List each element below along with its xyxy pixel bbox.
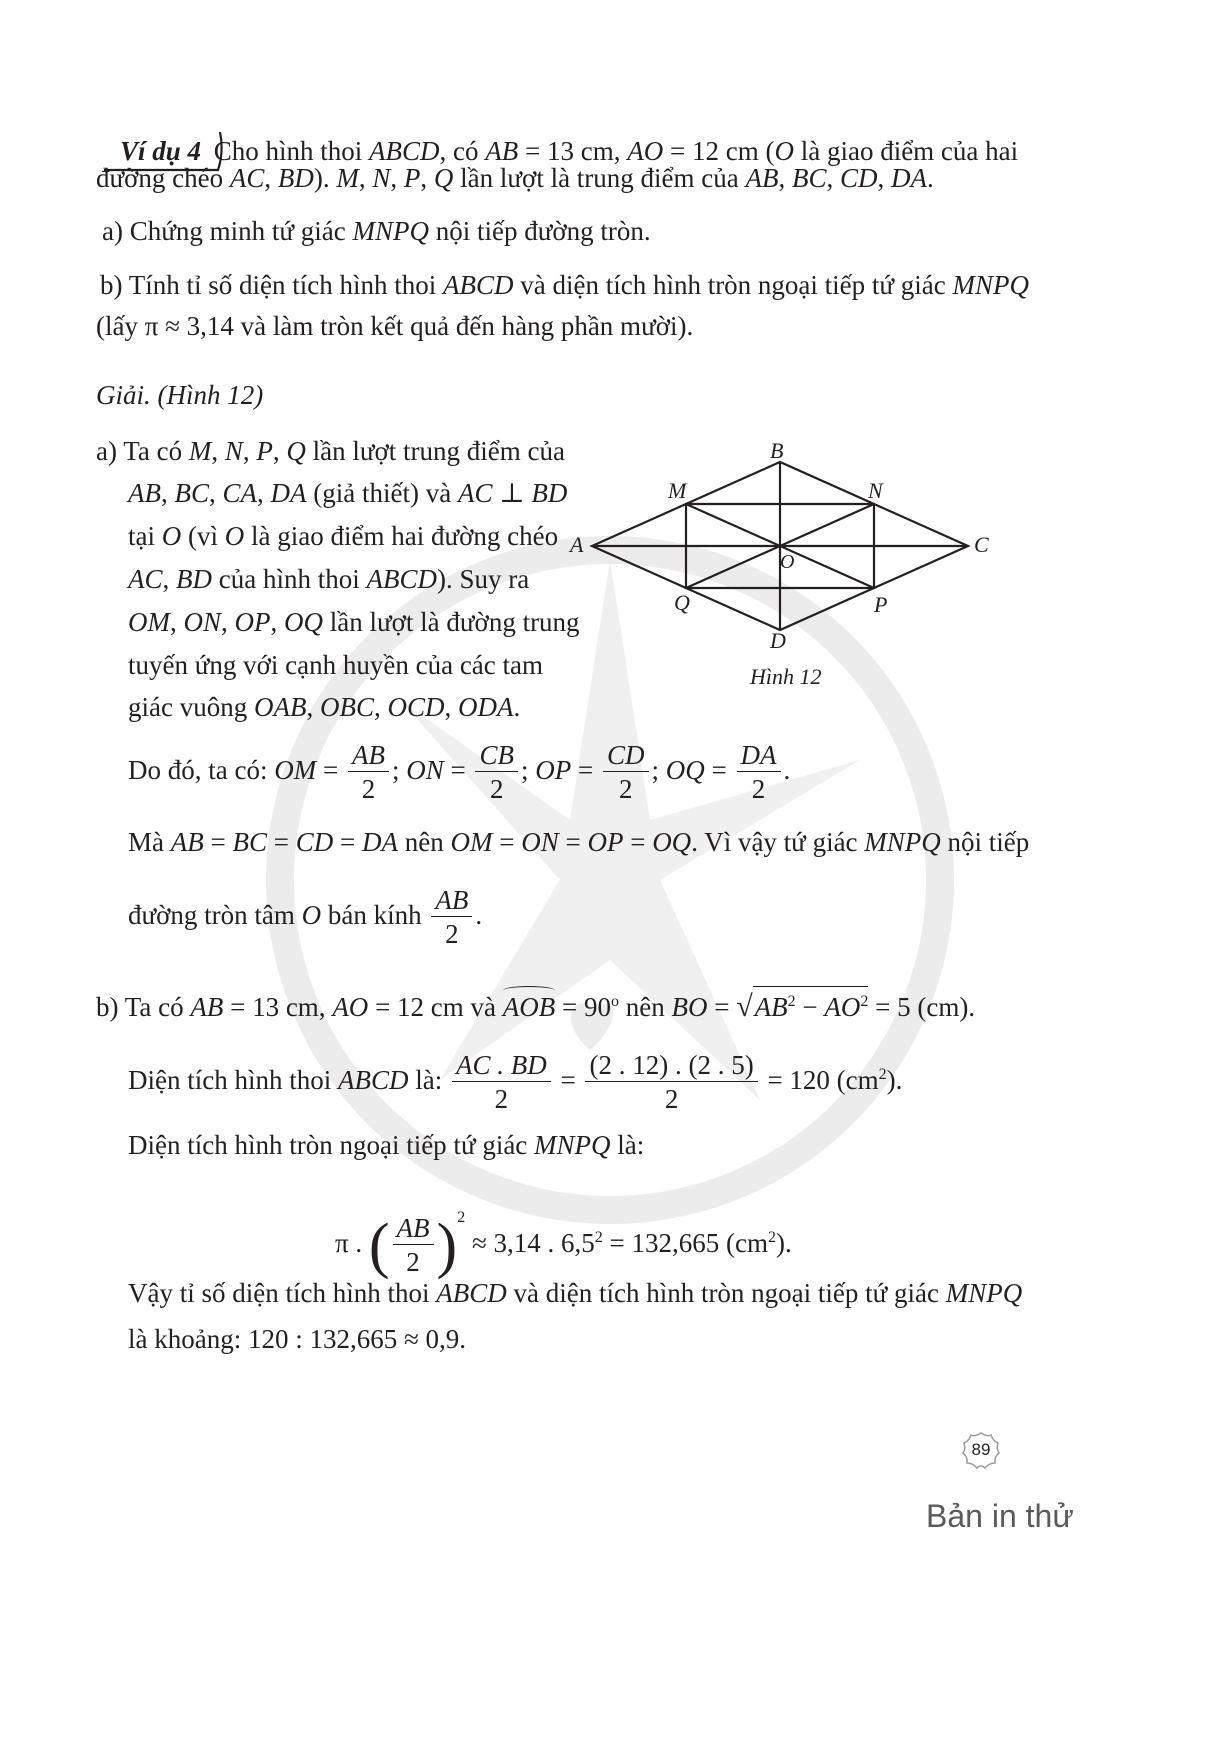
question-a: a) Chứng minh tứ giác MNPQ nội tiếp đường tròn. xyxy=(102,216,651,246)
conclusion-line-2: là khoảng: 120 : 132,665 ≈ 0,9. xyxy=(128,1324,467,1354)
circle-area-formula: π . ( $\frac{AB}{2}$ )$^2$ ≈ 3,14 . $6,5^2 = 132,665$ $(cm^2)$. xyxy=(335,1209,792,1280)
part-a-line: tuyến ứng với cạnh huyền của các tam xyxy=(128,650,544,680)
conclusion-line-1: Vậy tỉ số diện tích hình thoi ABCD và diện tích hình tròn ngoại tiếp tứ giác MNPQ xyxy=(128,1278,1023,1308)
rhombus-area-line: Diện tích hình thoi ABCD là: $\frac{AC . BD}{2}$ = $\frac{(2 . 12) . (2 . 5)}{2}$ = 120 $(cm^2)$. xyxy=(128,1050,903,1115)
part-a-line: tại O (vì O là giao điểm hai đường chéo xyxy=(128,521,559,551)
fraction-ac-bd: $\frac{AC . BD}{2}$ xyxy=(452,1049,551,1116)
label-d: D xyxy=(770,628,786,653)
fraction-radius: $\frac{AB}{2}$ xyxy=(431,884,472,951)
label-q: Q xyxy=(674,590,690,615)
part-a-line: a) Ta có M, N, P, Q lần lượt trung điểm của xyxy=(96,436,565,466)
bo-computation: b) Ta có AB = 13 cm, AO = 12 cm và AOB = $90^o$ nên BO = $√AB^2 - AO^2 = 5$ (cm). xyxy=(96,985,975,1024)
label-c: C xyxy=(974,532,989,557)
draft-stamp: Bản in thử xyxy=(926,1498,1074,1534)
label-b: B xyxy=(770,438,784,463)
sqrt-sign: √ xyxy=(736,990,753,1023)
label-m: M xyxy=(668,478,687,503)
example-label: Ví dụ 4 xyxy=(106,134,207,168)
fraction-da-over-2: $\frac{DA}{2}$ xyxy=(737,739,781,806)
example-line-2: đường chéo AC, BD). M, N, P, Q lần lượt là trung điểm của AB, BC, CD, DA. xyxy=(96,163,934,193)
circle-radius-line: đường tròn tâm O bán kính $\frac{AB}{2}$ . xyxy=(128,885,483,950)
fraction-product: $\frac{(2 . 12) . (2 . 5)}{2}$ xyxy=(585,1049,757,1116)
label-a: A xyxy=(570,532,584,557)
radius-equations: Do đó, ta có: OM = $\frac{AB}{2}$ ; ON = $\frac{CB}{2}$ ; OP = $\frac{CD}{2}$ ; OQ = $\frac{DA}{2}$ . xyxy=(128,740,791,805)
page-number-badge xyxy=(961,1431,1001,1471)
label-n: N xyxy=(868,478,883,503)
part-a-line: AC, BD của hình thoi ABCD). Suy ra xyxy=(128,564,530,594)
part-a-line: OM, ON, OP, OQ lần lượt là đường trung xyxy=(128,607,580,637)
fraction-ab-over-2: $\frac{AB}{2}$ xyxy=(348,739,389,806)
fraction-cd-over-2: $\frac{CD}{2}$ xyxy=(603,739,649,806)
example-title-line: Ví dụ 4 Cho hình thoi ABCD, có AB = 13 cm, AO = 12 cm (O là giao điểm của hai xyxy=(106,134,1018,168)
equal-radii-line: Mà AB = BC = CD = DA nên OM = ON = OP = OQ. Vì vậy tứ giác MNPQ nội tiếp xyxy=(128,827,1030,857)
question-b: b) Tính tỉ số diện tích hình thoi ABCD và diện tích hình tròn ngoại tiếp tứ giác MNPQ xyxy=(100,270,1030,300)
label-o: O xyxy=(780,551,795,573)
page-number: 89 xyxy=(971,1440,991,1459)
circle-area-heading: Diện tích hình tròn ngoại tiếp tứ giác MNPQ là: xyxy=(128,1130,645,1160)
fraction-radius-sq: $\frac{AB}{2}$ xyxy=(393,1212,434,1279)
solution-heading: Giải. (Hình 12) xyxy=(96,380,264,410)
angle-aob: AOB xyxy=(502,992,556,1022)
part-a-line: giác vuông OAB, OBC, OCD, ODA. xyxy=(128,692,521,722)
fraction-cb-over-2: $\frac{CB}{2}$ xyxy=(475,739,518,806)
sqrt-radicand: $AB^2 - AO^2$ xyxy=(753,986,869,1022)
figure-caption: Hình 12 xyxy=(750,664,822,689)
part-a-line: AB, BC, CA, DA (giả thiết) và AC ⊥ BD xyxy=(128,478,568,508)
label-p: P xyxy=(874,592,888,617)
question-b-line-2: (lấy π ≈ 3,14 và làm tròn kết quả đến hàng phần mười). xyxy=(96,311,694,341)
